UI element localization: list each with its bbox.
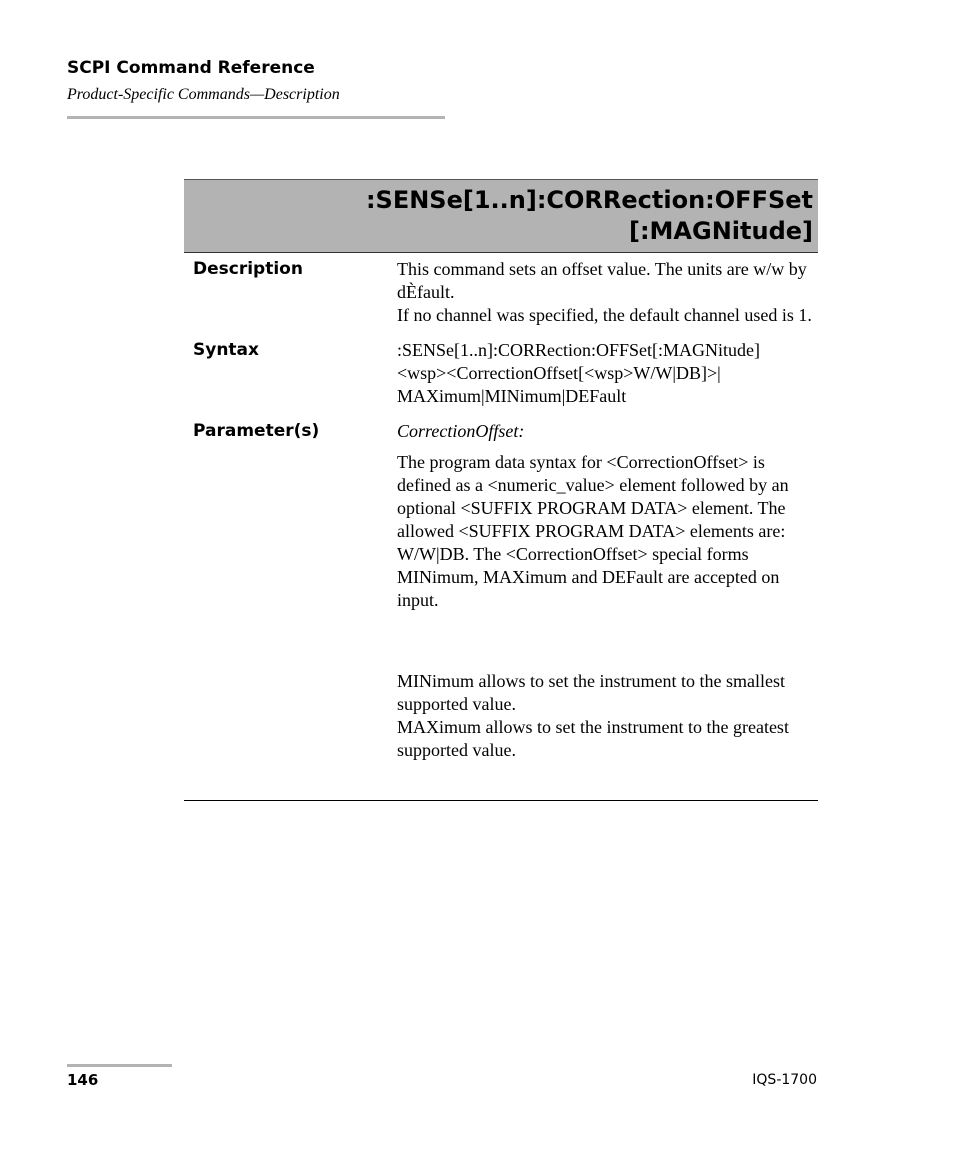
product-name: IQS-1700 — [752, 1072, 817, 1088]
parameters-body — [397, 420, 818, 762]
command-title-line2: [:MAGNitude] — [628, 217, 813, 245]
parameters-row — [184, 420, 818, 762]
command-bottom-rule — [184, 800, 818, 801]
header-title: SCPI Command Reference — [67, 58, 315, 78]
syntax-body — [397, 339, 818, 408]
description-body — [397, 258, 818, 327]
syntax-line3: MAXimum|MINimum|DEFault — [397, 386, 627, 406]
parameter-maximum: MAXimum allows to set the instrument to the greatest supported value. — [397, 717, 789, 760]
running-header — [67, 56, 445, 106]
syntax-row — [184, 339, 818, 408]
parameter-description: The program data syntax for <CorrectionOffset> is defined as a <numeric_value> element followed by an optional <SUFFIX PROGRAM DATA> element. The allowed <SUFFIX PROGRAM DATA> elements are: W/W|DB. The <CorrectionOffset> special forms MINimum, MAXimum and DEFault are accepted on input. — [397, 452, 789, 610]
description-line2: If no channel was specified, the default channel used is 1. — [397, 305, 812, 325]
syntax-line2: <wsp><CorrectionOffset[<wsp>W/W|DB]>| — [397, 363, 721, 383]
description-row — [184, 258, 818, 327]
parameter-name: CorrectionOffset: — [397, 421, 525, 441]
command-banner — [184, 179, 818, 253]
footer-rule — [67, 1064, 172, 1067]
description-label: Description — [193, 259, 303, 279]
header-rule — [67, 116, 445, 119]
page-number: 146 — [67, 1071, 99, 1089]
parameters-label: Parameter(s) — [193, 421, 320, 441]
header-subtitle: Product-Specific Commands—Description — [67, 86, 340, 103]
command-title-line1: :SENSe[1..n]:CORRection:OFFSet — [365, 186, 813, 214]
description-line1: This command sets an offset value. The units are w/w by dÈfault. — [397, 259, 807, 302]
syntax-line1: :SENSe[1..n]:CORRection:OFFSet[:MAGNitude] — [397, 340, 760, 360]
command-box — [184, 179, 818, 801]
syntax-label: Syntax — [193, 340, 259, 360]
parameter-minimum: MINimum allows to set the instrument to the smallest supported value. — [397, 671, 785, 714]
